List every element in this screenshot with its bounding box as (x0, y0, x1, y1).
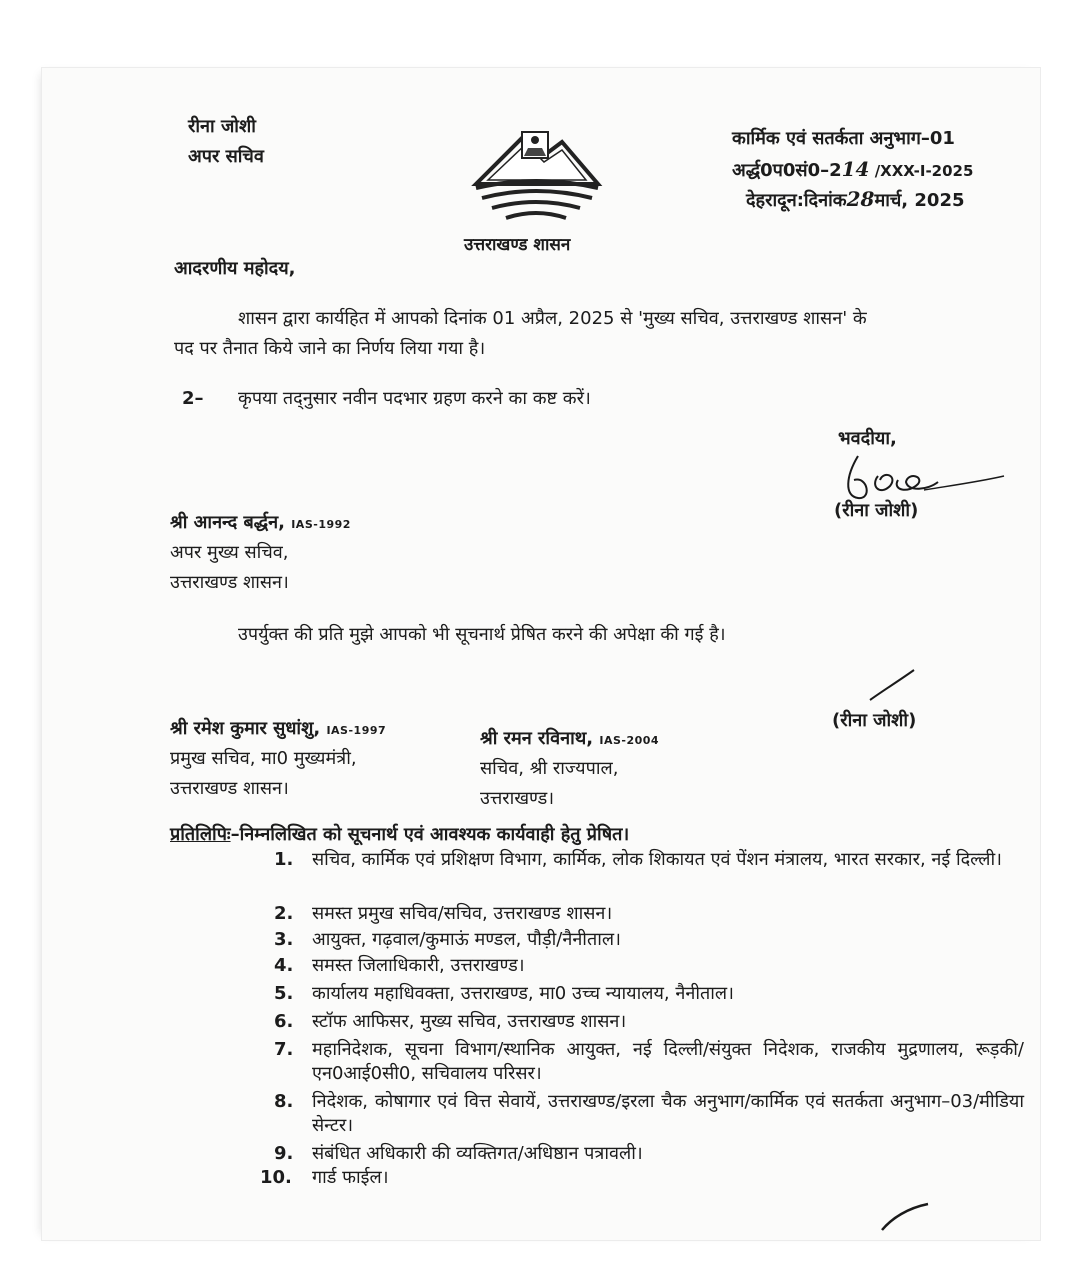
copy-note: उपर्युक्त की प्रति मुझे आपको भी सूचनार्थ प्रेषित करने की अपेक्षा की गई है। (238, 624, 726, 645)
list-item-number: 7. (274, 1039, 294, 1060)
cc-left-batch: IAS-1997 (326, 724, 387, 737)
list-item-number: 6. (274, 1011, 294, 1032)
list-item-number: 9. (274, 1143, 294, 1164)
initial-stroke-icon (868, 668, 918, 702)
reference-date-handwritten: 28 (846, 187, 875, 211)
body-para2-number: 2– (182, 388, 204, 409)
list-item-text: स्टॉफ आफिसर, मुख्य सचिव, उत्तराखण्ड शासन। (312, 1011, 627, 1032)
list-item-number: 10. (260, 1167, 292, 1188)
reference-date-suffix: मार्च, 2025 (874, 190, 965, 211)
addressee-office: उत्तराखण्ड शासन। (170, 572, 289, 593)
cc-left-office: उत्तराखण्ड शासन। (170, 778, 289, 799)
cc-left-name-text: श्री रमेश कुमार सुधांशु, (170, 718, 321, 739)
list-item-text: कार्यालय महाधिवक्ता, उत्तराखण्ड, मा0 उच्च न्यायालय, नैनीताल। (312, 983, 734, 1004)
reference-number-prefix: अर्द्ध0प0सं0–2 (732, 160, 842, 181)
reference-date-prefix: देहरादून:दिनांक (746, 190, 847, 211)
pratilipi-heading-text: –निम्नलिखित को सूचनार्थ एवं आवश्यक कार्यवाही हेतु प्रेषित। (230, 824, 630, 845)
addressee-designation: अपर मुख्य सचिव, (170, 542, 289, 563)
sender-name: रीना जोशी (188, 116, 256, 137)
list-item-text: सचिव, कार्मिक एवं प्रशिक्षण विभाग, कार्मिक, लोक शिकायत एवं पेंशन मंत्रालय, भारत सरकार, नई दिल्ली। (312, 849, 1002, 870)
reference-date (746, 186, 965, 214)
list-item-text: समस्त जिलाधिकारी, उत्तराखण्ड। (312, 955, 525, 976)
closing: भवदीया, (838, 428, 897, 449)
pratilipi-label: प्रतिलिपिः (170, 824, 231, 845)
body-para1-line2: पद पर तैनात किये जाने का निर्णय लिया गया है। (174, 338, 486, 359)
letter-page (42, 68, 1040, 1240)
list-item-number: 8. (274, 1091, 294, 1112)
initial-stroke-icon-2 (878, 1200, 932, 1234)
emblem-caption: उत्तराखण्ड शासन (464, 235, 571, 255)
list-item-text: निदेशक, कोषागार एवं वित्त सेवायें, उत्तराखण्ड/इरला चैक अनुभाग/कार्मिक एवं सतर्कता अनुभाग–03/मीडिया सेन्टर। (312, 1091, 1024, 1136)
pratilipi-heading (170, 822, 629, 848)
cc-right-batch: IAS-2004 (599, 734, 660, 747)
list-item-number: 5. (274, 983, 294, 1004)
list-item-text: संबंधित अधिकारी की व्यक्तिगत/अधिष्ठान पत्रावली। (312, 1143, 643, 1164)
reference-section: कार्मिक एवं सतर्कता अनुभाग–01 (732, 128, 955, 149)
list-item-number: 4. (274, 955, 294, 976)
list-item-text: गार्ड फाईल। (312, 1167, 389, 1188)
reference-number-handwritten: 14 (841, 157, 870, 181)
cc-right-name (480, 726, 659, 754)
list-item-number: 1. (274, 849, 294, 870)
list-item-number: 3. (274, 929, 294, 950)
addressee-name (170, 510, 351, 538)
uttarakhand-emblem-icon (466, 122, 606, 232)
list-item (274, 1038, 1024, 1086)
list-item (274, 1090, 1024, 1138)
reference-number (732, 156, 973, 184)
addressee-batch: IAS-1992 (291, 518, 351, 531)
signature-name-2: (रीना जोशी) (832, 710, 917, 731)
addressee-name-text: श्री आनन्द बर्द्धन, (170, 512, 285, 533)
cc-left-name (170, 716, 386, 744)
signature-name: (रीना जोशी) (834, 500, 919, 521)
body-para2-text: कृपया तद्नुसार नवीन पदभार ग्रहण करने का कष्ट करें। (238, 388, 591, 409)
cc-left-designation: प्रमुख सचिव, मा0 मुख्यमंत्री, (170, 748, 357, 769)
list-item (274, 848, 1024, 896)
body-para1-line1: शासन द्वारा कार्यहित में आपको दिनांक 01 अप्रैल, 2025 से 'मुख्य सचिव, उत्तराखण्ड शासन' के (238, 308, 867, 329)
salutation: आदरणीय महोदय, (174, 258, 296, 279)
list-item-text: समस्त प्रमुख सचिव/सचिव, उत्तराखण्ड शासन। (312, 903, 613, 924)
list-item-text: आयुक्त, गढ़वाल/कुमाऊं मण्डल, पौड़ी/नैनीताल। (312, 929, 621, 950)
cc-right-office: उत्तराखण्ड। (480, 788, 555, 809)
list-item-text: महानिदेशक, सूचना विभाग/स्थानिक आयुक्त, नई दिल्ली/संयुक्त निदेशक, राजकीय मुद्रणालय, रूड़की/एन0आई0सी0, सचिवालय परिसर। (312, 1039, 1024, 1084)
sender-designation: अपर सचिव (188, 146, 264, 167)
list-item-number: 2. (274, 903, 294, 924)
cc-right-name-text: श्री रमन रविनाथ, (480, 728, 594, 749)
reference-number-suffix: /XXX-I-2025 (869, 162, 974, 180)
cc-right-designation: सचिव, श्री राज्यपाल, (480, 758, 619, 779)
